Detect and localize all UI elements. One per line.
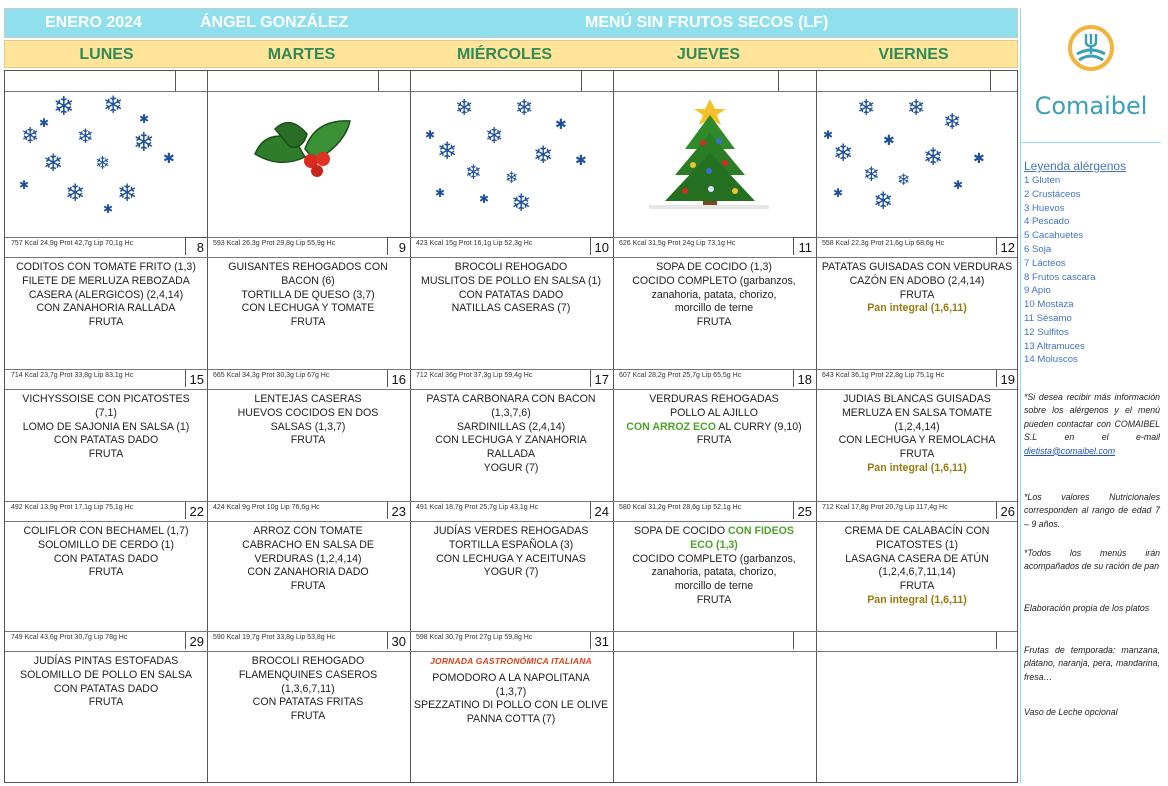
nutrition-info: 643 Kcal 36,1g Prot 22,8g Lip 75,1g Hc bbox=[822, 372, 945, 379]
menu-item bbox=[819, 393, 1015, 407]
svg-text:❄: ❄ bbox=[873, 187, 894, 213]
menu-item bbox=[8, 525, 204, 539]
menu-item bbox=[210, 710, 406, 724]
menu-item-text: FRUTA bbox=[88, 696, 124, 709]
allergen-item: 9 Apio bbox=[1024, 285, 1051, 297]
svg-text:✱: ✱ bbox=[163, 151, 175, 167]
svg-text:❄: ❄ bbox=[53, 93, 75, 122]
menu-item-text: LOMO DE SAJONIA EN SALSA (1) bbox=[22, 420, 190, 433]
empty-day-cell bbox=[613, 631, 815, 651]
own-preparation-note: Elaboración propia de los platos bbox=[1024, 603, 1150, 613]
nutrition-info: 712 Kcal 17,8g Prot 20,7g Lip 117,4g Hc bbox=[822, 504, 948, 511]
menu-item-text: CODITOS CON TOMATE FRITO (1,3) bbox=[16, 261, 196, 273]
menu-item bbox=[413, 525, 609, 539]
menu-item-text: FRUTA bbox=[696, 593, 732, 606]
svg-text:❄: ❄ bbox=[437, 137, 458, 165]
day-number: 17 bbox=[594, 372, 609, 387]
brand-box bbox=[1021, 8, 1161, 143]
menu-item-text: BROCOLI REHOGADO bbox=[251, 655, 365, 667]
svg-text:❄: ❄ bbox=[533, 141, 554, 169]
menu-item bbox=[819, 261, 1015, 275]
menu-item bbox=[413, 261, 609, 275]
allergen-item: 4 Pescado bbox=[1024, 216, 1070, 228]
menu-item-text: VERDURAS REHOGADAS bbox=[649, 393, 779, 405]
nutrition-info: 665 Kcal 34,3g Prot 30,3g Lip 67g Hc bbox=[213, 372, 330, 379]
svg-text:❄: ❄ bbox=[505, 168, 519, 187]
svg-text:✱: ✱ bbox=[139, 112, 150, 126]
snowflakes-image-wednesday bbox=[425, 93, 605, 213]
contact-note: *Si desea recibir más información sobre los alérgenos y el menú pueden contactar con COMAIBEL S.L en el e-mail dietista@comaibel.com bbox=[1024, 392, 1160, 456]
svg-text:❄: ❄ bbox=[95, 153, 111, 174]
menu-item-text: CON PATATAS DADO bbox=[458, 288, 564, 301]
day-number-box bbox=[793, 631, 815, 649]
menu-item-text: COLIFLOR CON BECHAMEL (1,7) bbox=[23, 525, 189, 537]
menu-item-text: MERLUZA EN SALSA TOMATE (1,2,4,14) bbox=[841, 406, 993, 433]
milk-note: Vaso de Leche opcional bbox=[1024, 707, 1118, 717]
menu-item-text: CON PATATAS DADO bbox=[53, 434, 159, 447]
weekday-bar bbox=[4, 40, 1018, 68]
menu-item bbox=[210, 655, 406, 669]
svg-text:❄: ❄ bbox=[485, 124, 504, 149]
menu-item bbox=[819, 462, 1015, 476]
menu-item-text: FRUTA bbox=[899, 580, 935, 593]
menu-item bbox=[8, 696, 204, 710]
svg-text:❄: ❄ bbox=[943, 110, 962, 135]
menu-item-text: COCIDO COMPLETO (garbanzos, zanahoria, patata, chorizo, morcillo de terne bbox=[632, 552, 796, 593]
svg-text:❄: ❄ bbox=[857, 96, 876, 121]
day-number: 25 bbox=[797, 504, 812, 519]
menu-items bbox=[5, 655, 207, 710]
comaibel-logo-icon bbox=[1067, 24, 1115, 72]
nutrition-info: 607 Kcal 28,2g Prot 25,7g Lip 65,5g Hc bbox=[619, 372, 742, 379]
menu-item-text: FRUTA bbox=[899, 448, 935, 461]
menu-item-text: SOPA DE COCIDO bbox=[634, 525, 729, 537]
email-link[interactable]: dietista@comaibel.com bbox=[1024, 445, 1116, 456]
menu-item bbox=[413, 713, 609, 727]
menu-item-text: FRUTA bbox=[290, 434, 326, 447]
svg-text:✱: ✱ bbox=[575, 153, 587, 169]
menu-item bbox=[616, 421, 812, 435]
day-wednesday: MIÉRCOLES bbox=[456, 46, 553, 63]
menu-item-text: JUDÍAS PINTAS ESTOFADAS bbox=[33, 655, 179, 667]
day-cell bbox=[207, 631, 409, 783]
menu-item bbox=[413, 302, 609, 316]
menu-item bbox=[210, 434, 406, 448]
svg-text:✱: ✱ bbox=[479, 192, 490, 206]
menu-item bbox=[8, 448, 204, 462]
menu-item bbox=[616, 393, 812, 407]
menu-item-text: FRUTA bbox=[88, 316, 124, 329]
menu-item-text: CON LECHUGA Y TOMATE bbox=[241, 302, 375, 315]
menu-item bbox=[210, 302, 406, 316]
menu-item bbox=[210, 696, 406, 710]
menu-item bbox=[616, 261, 812, 275]
day-thursday: JUEVES bbox=[676, 46, 741, 63]
menu-grid bbox=[4, 70, 1018, 783]
allergen-item: 5 Cacahuetes bbox=[1024, 230, 1084, 242]
menu-item-text: ARROZ CON TOMATE bbox=[253, 525, 363, 537]
allergen-item: 7 Lácteos bbox=[1024, 257, 1066, 269]
svg-text:✱: ✱ bbox=[953, 178, 964, 192]
menu-item-text: Pan integral (1,6,11) bbox=[867, 461, 967, 474]
nutrition-note: *Los valores Nutricionales corresponden al rango de edad 7 – 9 años. bbox=[1024, 492, 1160, 529]
header-bar bbox=[4, 8, 1018, 38]
menu-item-text: CON LECHUGA Y ACEITUNAS bbox=[436, 552, 586, 565]
menu-item bbox=[210, 407, 406, 435]
svg-text:❄: ❄ bbox=[77, 124, 94, 148]
menu-item-text: PATATAS GUISADAS CON VERDURAS bbox=[821, 261, 1013, 273]
menu-item bbox=[616, 434, 812, 448]
menu-item bbox=[413, 462, 609, 476]
snowflakes-image-monday bbox=[13, 93, 193, 213]
nutrition-info: 558 Kcal 22,3g Prot 21,6g Lip 68,6g Hc bbox=[822, 240, 945, 247]
menu-item bbox=[413, 275, 609, 289]
allergen-item: 3 Huevos bbox=[1024, 202, 1065, 214]
menu-item bbox=[819, 289, 1015, 303]
svg-text:❄: ❄ bbox=[465, 160, 482, 184]
menu-item-text: CON ARROZ ECO bbox=[626, 420, 716, 433]
nutrition-info: 626 Kcal 31,5g Prot 24g Lip 73,1g Hc bbox=[619, 240, 736, 247]
menu-item bbox=[8, 683, 204, 697]
svg-text:❄: ❄ bbox=[103, 93, 124, 119]
menu-item bbox=[210, 393, 406, 407]
allergen-item: 6 Soja bbox=[1024, 243, 1052, 255]
menu-item bbox=[819, 407, 1015, 435]
menu-item bbox=[616, 553, 812, 594]
allergen-item: 8 Frutos cascara bbox=[1024, 271, 1096, 283]
day-cell bbox=[5, 631, 207, 783]
menu-item-text: CREMA DE CALABACÍN CON PICATOSTES (1) bbox=[844, 525, 990, 551]
menu-item bbox=[210, 525, 406, 539]
menu-item-text: GUISANTES REHOGADOS CON BACON (6) bbox=[228, 261, 388, 287]
svg-text:✱: ✱ bbox=[555, 117, 567, 133]
sidebar bbox=[1020, 8, 1160, 783]
menu-item bbox=[8, 393, 204, 421]
menu-item-text: FRUTA bbox=[696, 434, 732, 447]
menu-item-text: CON PATATAS FRITAS bbox=[252, 696, 364, 709]
menu-item-text: CON PATATAS DADO bbox=[53, 552, 159, 565]
menu-item-text: CON PATATAS DADO bbox=[53, 682, 159, 695]
menu-item-text: FRUTA bbox=[290, 580, 326, 593]
svg-text:❄: ❄ bbox=[455, 96, 474, 121]
menu-item-text: POLLO AL AJILLO bbox=[670, 406, 758, 419]
menu-items bbox=[5, 525, 207, 580]
nutrition-info: 424 Kcal 9g Prot 10g Lip 76,6g Hc bbox=[213, 504, 320, 511]
day-number: 16 bbox=[391, 372, 406, 387]
menu-item bbox=[210, 316, 406, 330]
menu-item bbox=[616, 316, 812, 330]
seasonal-fruit-note: Frutas de temporada: manzana, plátano, naranja, pera, mandarina, fresa… bbox=[1024, 645, 1160, 682]
menu-item-text: SOLOMILLO DE CERDO (1) bbox=[38, 538, 174, 551]
menu-item-text: SPEZZATINO DI POLLO CON LE OLIVE bbox=[413, 699, 609, 712]
menu-item-eco-text: CON FIDEOS ECO (1,3) bbox=[690, 525, 794, 551]
day-number: 22 bbox=[189, 504, 204, 519]
menu-item bbox=[8, 434, 204, 448]
nutrition-info: 580 Kcal 31,2g Prot 28,6g Lip 52,1g Hc bbox=[619, 504, 742, 511]
menu-item-text: MUSLITOS DE POLLO EN SALSA (1) bbox=[421, 274, 601, 287]
month-label: ENERO 2024 bbox=[45, 14, 142, 31]
menu-items bbox=[613, 525, 815, 608]
nutrition-info: 423 Kcal 15g Prot 16,1g Lip 52,3g Hc bbox=[416, 240, 533, 247]
menu-item-text: FRUTA bbox=[899, 288, 935, 301]
menu-item bbox=[8, 302, 204, 316]
menu-item bbox=[819, 580, 1015, 594]
menu-items bbox=[816, 393, 1018, 476]
svg-text:❄: ❄ bbox=[117, 179, 138, 207]
allergen-item: 14 Moluscos bbox=[1024, 354, 1078, 366]
menu-item bbox=[819, 302, 1015, 316]
svg-text:✱: ✱ bbox=[435, 186, 446, 200]
menu-item-text: COCIDO COMPLETO (garbanzos, zanahoria, patata, chorizo, morcillo de terne bbox=[632, 274, 796, 315]
svg-text:❄: ❄ bbox=[833, 139, 854, 167]
menu-item bbox=[8, 566, 204, 580]
svg-text:❄: ❄ bbox=[43, 149, 64, 177]
svg-text:✱: ✱ bbox=[103, 202, 114, 213]
menu-item-text: TORTILLA DE QUESO (3,7) bbox=[241, 288, 375, 301]
menu-item-text: VICHYSSOISE CON PICATOSTES (7,1) bbox=[22, 393, 190, 419]
svg-text:❄: ❄ bbox=[511, 189, 532, 213]
menu-item-text: CON LECHUGA Y ZANAHORIA RALLADA bbox=[435, 434, 587, 461]
menu-item-text: Pan integral (1,6,11) bbox=[867, 593, 967, 606]
menu-items bbox=[207, 525, 409, 594]
nutrition-info: 757 Kcal 24,9g Prot 42,7g Lip 70,1g Hc bbox=[11, 240, 134, 247]
menu-items bbox=[5, 393, 207, 462]
menu-item bbox=[8, 275, 204, 303]
menu-item-text: SOLOMILLO DE POLLO EN SALSA bbox=[20, 668, 192, 681]
menu-item-text: CON ZANAHORIA DADO bbox=[247, 566, 369, 579]
menu-items bbox=[207, 393, 409, 448]
allergen-item: 10 Mostaza bbox=[1024, 299, 1074, 311]
menu-items bbox=[207, 261, 409, 330]
menu-item-text: JORNADA GASTRONÓMICA ITALIANA bbox=[430, 656, 592, 666]
menu-item bbox=[819, 525, 1015, 553]
day-number: 8 bbox=[196, 240, 204, 255]
allergen-list bbox=[1024, 174, 1095, 367]
svg-text:❄: ❄ bbox=[897, 170, 911, 189]
menu-item bbox=[8, 261, 204, 275]
day-number: 11 bbox=[798, 240, 812, 255]
menu-item-text: FRUTA bbox=[88, 448, 124, 461]
menu-item bbox=[8, 655, 204, 669]
menu-item bbox=[413, 655, 609, 669]
menu-item-text: BROCOLI REHOGADO bbox=[454, 261, 568, 273]
menu-item-rest-text: AL CURRY (9,10) bbox=[715, 420, 802, 433]
student-name: ÁNGEL GONZÁLEZ bbox=[200, 14, 349, 31]
day-number: 29 bbox=[189, 634, 204, 649]
menu-item-text: SARDINILLAS (2,4,14) bbox=[456, 420, 566, 433]
menu-item bbox=[819, 434, 1015, 448]
allergen-item: 12 Sulfitos bbox=[1024, 326, 1069, 338]
menu-item bbox=[413, 289, 609, 303]
menu-item-text: NATILLAS CASERAS (7) bbox=[451, 302, 571, 315]
menu-item-text: CON ZANAHORIA RALLADA bbox=[36, 302, 176, 315]
brand-name: Comaibel bbox=[1034, 92, 1148, 120]
day-number: 10 bbox=[594, 240, 609, 255]
menu-item bbox=[413, 393, 609, 421]
nutrition-info: 749 Kcal 43,6g Prot 30,7g Lip 78g Hc bbox=[11, 634, 128, 641]
day-friday: VIERNES bbox=[878, 46, 949, 63]
nutrition-info: 492 Kcal 13,9g Prot 17,1g Lip 75,1g Hc bbox=[11, 504, 134, 511]
svg-text:✱: ✱ bbox=[883, 133, 895, 149]
menu-item-text: FRUTA bbox=[290, 316, 326, 329]
svg-text:✱: ✱ bbox=[833, 186, 844, 200]
menu-item bbox=[616, 275, 812, 316]
menu-item-text: PASTA CARBONARA CON BACON (1,3,7,6) bbox=[426, 393, 596, 419]
menu-item-text: CON LECHUGA Y REMOLACHA bbox=[838, 434, 996, 447]
svg-text:❄: ❄ bbox=[863, 162, 880, 186]
svg-text:❄: ❄ bbox=[923, 143, 944, 171]
menu-items bbox=[410, 655, 612, 727]
svg-text:✱: ✱ bbox=[823, 128, 834, 142]
menu-item-text: FRUTA bbox=[290, 710, 326, 723]
menu-item bbox=[210, 566, 406, 580]
menu-item bbox=[413, 566, 609, 580]
menu-item bbox=[413, 434, 609, 462]
nutrition-info: 593 Kcal 26,3g Prot 29,8g Lip 55,9g Hc bbox=[213, 240, 336, 247]
menu-item-text: TORTILLA ESPAÑOLA (3) bbox=[448, 538, 574, 551]
menu-item bbox=[210, 669, 406, 697]
menu-item bbox=[413, 421, 609, 435]
menu-item-text: FRUTA bbox=[88, 566, 124, 579]
menu-items bbox=[613, 393, 815, 448]
menu-item bbox=[8, 669, 204, 683]
svg-text:✱: ✱ bbox=[39, 116, 50, 130]
day-number: 30 bbox=[391, 634, 406, 649]
menu-item bbox=[210, 580, 406, 594]
menu-item-text: JUDIAS BLANCAS GUISADAS bbox=[843, 393, 991, 405]
menu-item bbox=[819, 594, 1015, 608]
menu-item bbox=[210, 539, 406, 567]
menu-item-text: JUDÍAS VERDES REHOGADAS bbox=[433, 525, 589, 537]
menu-items bbox=[5, 261, 207, 330]
menu-item bbox=[413, 672, 609, 700]
menu-item bbox=[413, 539, 609, 553]
day-number: 12 bbox=[1000, 240, 1015, 255]
menu-item bbox=[413, 553, 609, 567]
allergen-item: 2 Crustáceos bbox=[1024, 188, 1081, 200]
menu-item bbox=[210, 261, 406, 289]
menu-items bbox=[816, 525, 1018, 608]
menu-item bbox=[616, 407, 812, 421]
menu-item-text: CAZÓN EN ADOBO (2,4,14) bbox=[849, 274, 985, 287]
svg-text:✱: ✱ bbox=[425, 128, 436, 142]
menu-items bbox=[207, 655, 409, 724]
allergen-item: 11 Sésamo bbox=[1024, 312, 1072, 324]
menu-item-text: FRUTA bbox=[696, 316, 732, 329]
menu-items bbox=[410, 393, 612, 476]
day-number: 19 bbox=[1000, 372, 1015, 387]
menu-item-text: LASAGNA CASERA DE ATÚN (1,2,4,6,7,11,14) bbox=[845, 552, 989, 579]
allergen-legend-title: Leyenda alérgenos bbox=[1024, 159, 1127, 173]
menu-item-text: LENTEJAS CASERAS bbox=[254, 393, 362, 405]
day-number: 23 bbox=[391, 504, 406, 519]
nutrition-info: 714 Kcal 23,7g Prot 33,8g Lip 83,1g Hc bbox=[11, 372, 134, 379]
menu-item bbox=[819, 448, 1015, 462]
day-cell bbox=[410, 631, 612, 783]
menu-item-text: YOGUR (7) bbox=[483, 566, 539, 579]
svg-text:❄: ❄ bbox=[65, 179, 86, 207]
menu-item bbox=[8, 539, 204, 553]
nutrition-info: 712 Kcal 36g Prot 37,3g Lip 59,4g Hc bbox=[416, 372, 533, 379]
snowflakes-image-friday bbox=[823, 93, 1003, 213]
svg-text:❄: ❄ bbox=[907, 96, 926, 121]
menu-item-text: CABRACHO EN SALSA DE VERDURAS (1,2,4,14) bbox=[242, 538, 374, 565]
menu-item bbox=[8, 316, 204, 330]
svg-text:❄: ❄ bbox=[515, 96, 534, 121]
day-monday: LUNES bbox=[79, 46, 134, 63]
menu-item bbox=[413, 699, 609, 713]
svg-text:❄: ❄ bbox=[21, 124, 40, 149]
menu-item-text: SOPA DE COCIDO (1,3) bbox=[656, 261, 772, 273]
menu-item-text: PANNA COTTA (7) bbox=[466, 713, 556, 726]
menu-item bbox=[210, 289, 406, 303]
menu-item-text: YOGUR (7) bbox=[483, 461, 539, 474]
day-number: 31 bbox=[594, 634, 609, 649]
menu-items bbox=[816, 261, 1018, 316]
day-number: 18 bbox=[797, 372, 812, 387]
menu-item bbox=[819, 275, 1015, 289]
menu-items bbox=[613, 261, 815, 330]
day-tuesday: MARTES bbox=[267, 46, 336, 63]
day-number: 9 bbox=[398, 240, 406, 255]
menu-item bbox=[616, 594, 812, 608]
menu-item-text: FILETE DE MERLUZA REBOZADA CASERA (ALERGICOS) (2,4,14) bbox=[22, 274, 190, 301]
menu-item-text: Pan integral (1,6,11) bbox=[867, 302, 967, 315]
menu-item bbox=[8, 421, 204, 435]
day-number: 24 bbox=[594, 504, 609, 519]
menu-item bbox=[616, 525, 812, 553]
day-number-box bbox=[996, 631, 1018, 649]
allergen-item: 1 Gluten bbox=[1024, 175, 1061, 186]
nutrition-info: 491 Kcal 18,7g Prot 25,7g Lip 43,1g Hc bbox=[416, 504, 539, 511]
bread-note: *Todos los menús irán acompañados de su ración de pan bbox=[1024, 548, 1160, 572]
svg-text:✱: ✱ bbox=[19, 178, 30, 192]
menu-title: MENÚ SIN FRUTOS SECOS (LF) bbox=[585, 14, 829, 31]
menu-item-text: HUEVOS COCIDOS EN DOS SALSAS (1,3,7) bbox=[237, 406, 379, 433]
empty-day-cell bbox=[816, 631, 1018, 651]
menu-item bbox=[819, 553, 1015, 581]
day-number: 15 bbox=[189, 372, 204, 387]
menu-items bbox=[410, 261, 612, 316]
menu-items bbox=[410, 525, 612, 580]
svg-text:❄: ❄ bbox=[133, 128, 155, 158]
allergen-item: 13 Altramuces bbox=[1024, 340, 1085, 352]
svg-text:✱: ✱ bbox=[973, 151, 985, 167]
nutrition-info: 598 Kcal 30,7g Prot 27g Lip 59,8g Hc bbox=[416, 634, 533, 641]
menu-item-text: POMODORO A LA NAPOLITANA (1,3,7) bbox=[432, 671, 590, 698]
menu-item bbox=[8, 553, 204, 567]
day-number: 26 bbox=[1000, 504, 1015, 519]
menu-item-text: FLAMENQUINES CASEROS (1,3,6,7,11) bbox=[238, 668, 378, 695]
holly-image bbox=[245, 109, 365, 189]
nutrition-info: 590 Kcal 19,7g Prot 33,8g Lip 53,8g Hc bbox=[213, 634, 336, 641]
christmas-tree-image bbox=[645, 93, 775, 213]
